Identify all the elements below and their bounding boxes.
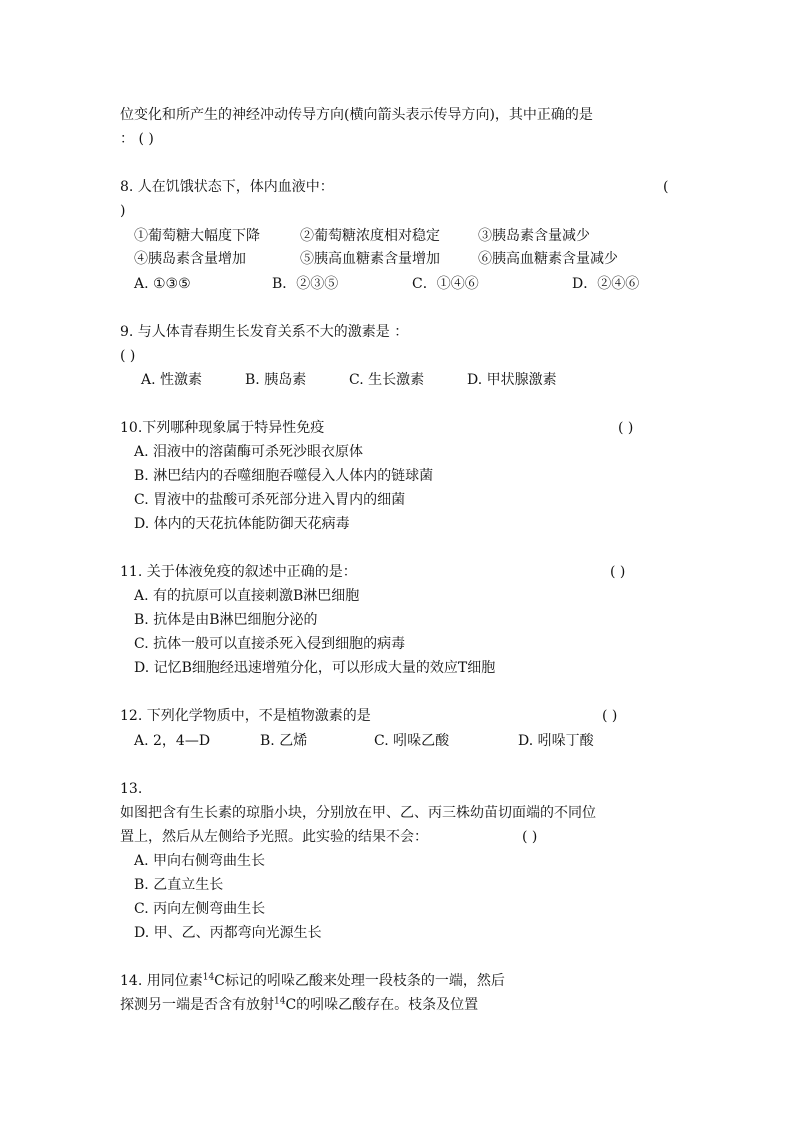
q8-stem: 8. 人在饥饿状态下，体内血液中：	[120, 179, 334, 195]
q13-option-b: B. 乙直立生长	[134, 877, 224, 893]
q13-option-a: A. 甲向右侧弯曲生长	[134, 853, 266, 869]
q9-option-a: A. 性激素	[141, 372, 203, 388]
q14-line-1-start: 14. 用同位素	[120, 973, 203, 989]
q14-line-2	[120, 996, 478, 1014]
q12-option-a: A. 2，4—D	[134, 733, 211, 749]
q8-item-6: ⑥胰高血糖素含量减少	[478, 251, 618, 267]
q8-answer-paren-close: )	[120, 203, 126, 219]
q12-option-d: D. 吲哚丁酸	[518, 733, 594, 749]
q8-option-a: A. ①③⑤	[134, 276, 191, 292]
q13-stem-line-2: 置上，然后从左侧给予光照。此实验的结果不会：	[120, 829, 428, 845]
q13-option-d: D. 甲、乙、丙都弯向光源生长	[134, 925, 322, 941]
q8-option-c: C．①④⑥	[412, 276, 479, 292]
q11-option-b: B. 抗体是由B淋巴细胞分泌的	[134, 612, 318, 628]
q8-answer-paren-open: (	[663, 179, 669, 195]
q14-line-1	[120, 972, 505, 990]
q10-option-d: D. 体内的天花抗体能防御天花病毒	[134, 516, 350, 532]
q13-stem-line-1: 如图把含有生长素的琼脂小块，分别放在甲、乙、丙三株幼苗切面端的不同位	[120, 805, 596, 821]
q9-stem: 9. 与人体青春期生长发育关系不大的激素是 ：	[120, 324, 409, 340]
q10-option-b: B. 淋巴结内的吞噬细胞吞噬侵入人体内的链球菌	[134, 468, 434, 484]
q12-option-c: C. 吲哚乙酸	[374, 733, 450, 749]
q11-option-a: A. 有的抗原可以直接刺激B淋巴细胞	[134, 588, 360, 604]
q10-answer-paren: ( )	[618, 420, 634, 436]
q8-item-3: ③胰岛素含量减少	[478, 228, 590, 244]
intro-line-2: ： ( )	[120, 131, 154, 147]
q13-option-c: C. 丙向左侧弯曲生长	[134, 901, 266, 917]
q9-option-b: B. 胰岛素	[245, 372, 307, 388]
q11-option-c: C. 抗体一般可以直接杀死入侵到细胞的病毒	[134, 636, 406, 652]
intro-line-1: 位变化和所产生的神经冲动传导方向(横向箭头表示传导方向)，其中正确的是	[120, 107, 593, 123]
q14-isotope-mass-1: 14	[202, 972, 215, 983]
q11-option-d: D. 记忆B细胞经迅速增殖分化，可以形成大量的效应T细胞	[134, 660, 496, 676]
q13-answer-paren: ( )	[522, 829, 538, 845]
q8-option-d: D．②④⑥	[572, 276, 640, 292]
q12-stem: 12. 下列化学物质中，不是植物激素的是	[120, 708, 371, 724]
q8-option-b: B．②③⑤	[272, 276, 339, 292]
q11-stem: 11. 关于体液免疫的叙述中正确的是：	[120, 564, 357, 580]
q13-number: 13.	[120, 781, 143, 797]
q11-answer-paren: ( )	[610, 564, 626, 580]
q14-line-2-start: 探测另一端是否含有放射	[120, 997, 274, 1013]
q8-item-2: ②葡萄糖浓度相对稳定	[300, 228, 440, 244]
q10-option-c: C. 胃液中的盐酸可杀死部分进入胃内的细菌	[134, 492, 406, 508]
q10-stem: 10.下列哪种现象属于特异性免疫	[120, 420, 325, 436]
q10-option-a: A. 泪液中的溶菌酶可杀死沙眼衣原体	[134, 444, 364, 460]
q8-item-5: ⑤胰高血糖素含量增加	[300, 251, 440, 267]
q8-item-4: ④胰岛素含量增加	[134, 251, 246, 267]
q8-item-1: ①葡萄糖大幅度下降	[134, 228, 260, 244]
q14-isotope-mass-2: 14	[274, 996, 286, 1007]
q14-line-1-end: C标记的吲哚乙酸来处理一段枝条的一端，然后	[214, 973, 505, 989]
q9-option-c: C. 生长激素	[349, 372, 425, 388]
q9-answer-paren: ( )	[120, 348, 136, 364]
q9-option-d: D. 甲状腺激素	[467, 372, 557, 388]
q12-answer-paren: ( )	[602, 708, 618, 724]
q12-option-b: B. 乙烯	[260, 733, 308, 749]
q14-line-2-end: C的吲哚乙酸存在。枝条及位置	[285, 997, 479, 1013]
